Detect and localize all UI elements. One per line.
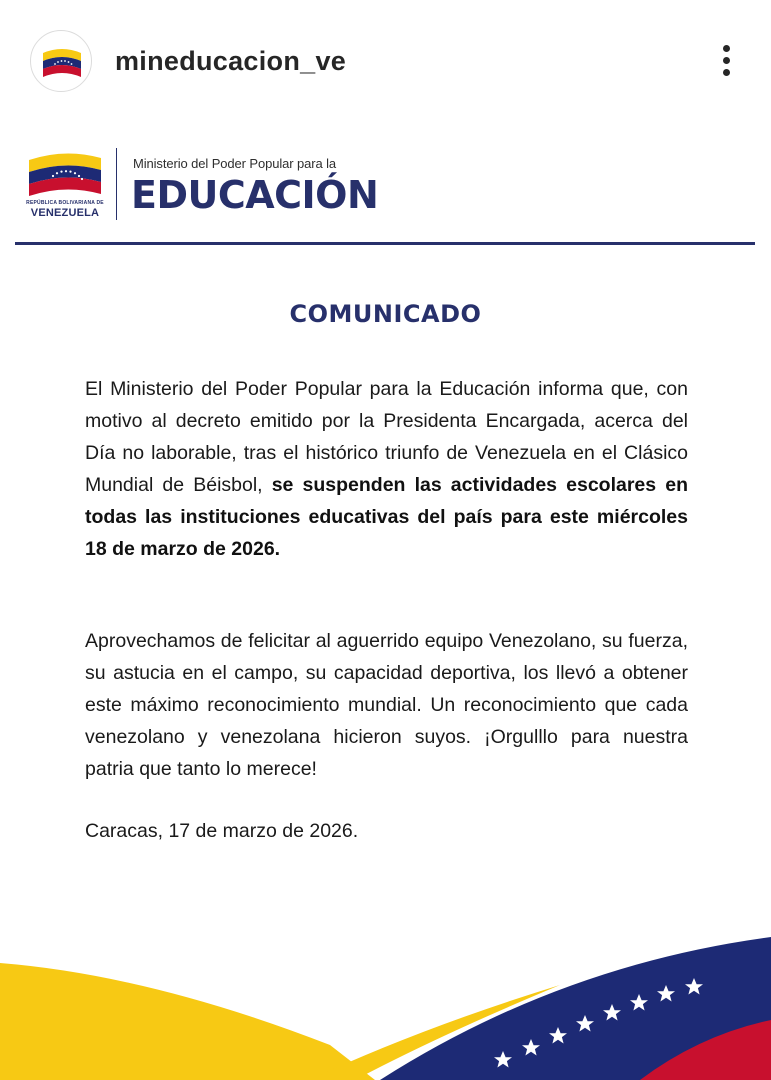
flag-caption: REPÚBLICA BOLIVARIANA DE: [26, 200, 104, 206]
country-label: VENEZUELA: [30, 207, 100, 219]
banner-rule: [15, 242, 755, 245]
ministry-banner: [0, 140, 771, 250]
venezuela-flag-logo: [27, 148, 103, 198]
paragraph-1-bold: se suspenden las actividades escolares en todas las instituciones educativas del país para este miércoles 18 de marzo de 2026.: [85, 474, 688, 560]
communique-place-date: Caracas, 17 de marzo de 2026.: [85, 820, 359, 842]
communique-title: COMUNICADO: [289, 300, 482, 328]
paragraph-1-text: El Ministerio del Poder Popular para la Educación informa que, con motivo al decreto emitido por la Presidenta Encargada, acerca del Día no laborable, tras el histórico triunfo de Venezuela en el Clásico Mundial de Béisbol,: [85, 378, 688, 496]
username[interactable]: mineducacion_ve: [115, 46, 347, 76]
more-vertical-icon[interactable]: [710, 40, 742, 80]
communique-paragraph-2: Aprovechamos de felicitar al aguerrido equipo Venezolano, su fuerza, su astucia en el campo, su capacidad deportiva, los llevó a obtener este máximo reconocimiento mundial. Un reconocimiento que cada venezolano y venezolana hicieron suyos. ¡Orgulllo para nuestra patria que tanto lo merece!: [85, 630, 688, 780]
ministry-title: EDUCACIÓN: [131, 173, 379, 217]
ministry-subtitle: Ministerio del Poder Popular para la: [133, 156, 337, 171]
venezuela-flag-icon: [31, 31, 92, 92]
flag-waves-decoration: [0, 925, 771, 1080]
post-header: [0, 0, 771, 122]
communique-paragraph-1: [85, 373, 688, 565]
avatar[interactable]: [30, 30, 92, 92]
banner-divider: [116, 148, 117, 220]
